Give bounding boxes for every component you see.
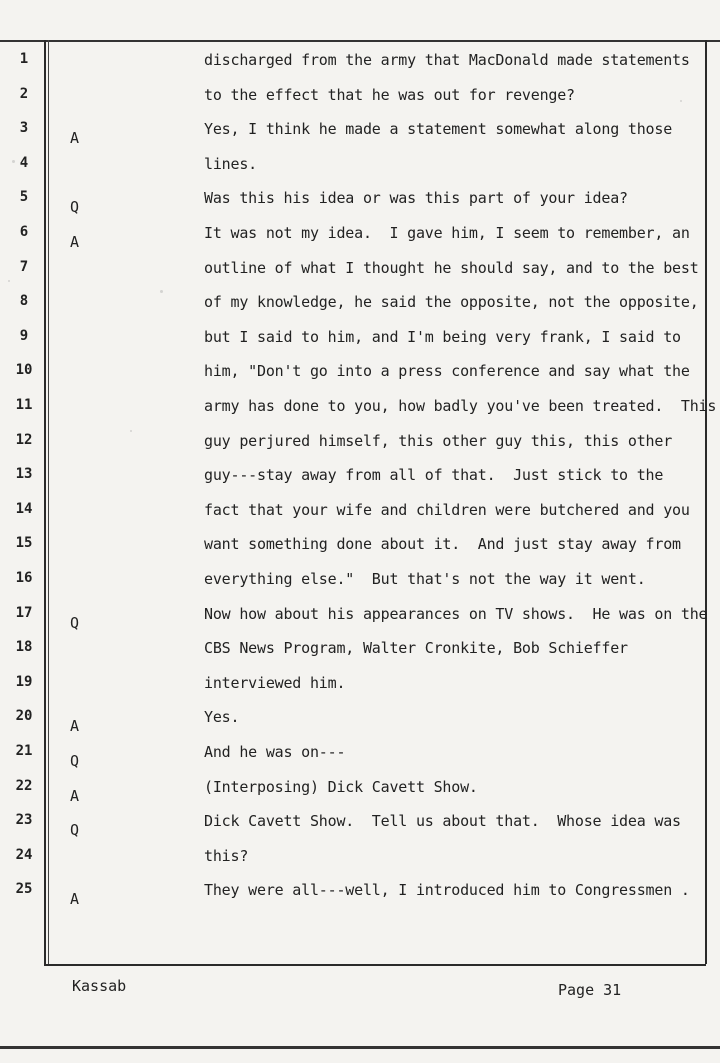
speaker-label: A	[70, 717, 80, 736]
scan-speck	[160, 290, 163, 293]
transcript-text-line: And he was on---	[204, 743, 346, 761]
speaker-label: A	[70, 890, 80, 909]
transcript-text-line: interviewed him.	[204, 673, 346, 692]
transcript-text-line: lines.	[204, 154, 257, 173]
page-number: Page 31	[558, 981, 622, 999]
speaker-label: Q	[70, 613, 80, 632]
transcript-text-line: They were all---well, I introduced him to Congressmen .	[204, 881, 690, 900]
speaker-label: A	[70, 129, 80, 148]
line-number: 11	[15, 397, 33, 413]
transcript-text-line: him, "Don't go into a press conference and say what the	[204, 362, 690, 381]
transcript-text-line: guy perjured himself, this other guy this, this other	[204, 431, 673, 450]
transcript-text-line: Dick Cavett Show. Tell us about that. Whose idea was	[204, 812, 681, 831]
scan-speck	[130, 430, 132, 432]
speaker-label: A	[70, 786, 80, 805]
line-number: 4	[19, 154, 29, 171]
line-number: 23	[15, 812, 33, 829]
speaker-label: Q	[70, 752, 80, 770]
line-number: 17	[15, 604, 33, 621]
transcript-text-line: It was not my idea. I gave him, I seem to remember, an	[204, 224, 690, 242]
scan-speck	[680, 100, 682, 102]
transcript-text-line: this?	[204, 846, 249, 865]
transcript-text-line: to the effect that he was out for revenge?	[204, 85, 575, 104]
scan-speck	[8, 280, 10, 282]
line-number: 5	[19, 189, 29, 206]
line-number: 2	[19, 85, 29, 102]
scan-speck	[12, 160, 15, 163]
line-number: 1	[19, 51, 29, 67]
line-number: 19	[15, 673, 33, 690]
transcript-text-line: discharged from the army that MacDonald made statements	[204, 51, 690, 69]
witness-name: Kassab	[72, 977, 127, 995]
line-number: 24	[15, 846, 33, 863]
line-number: 14	[15, 500, 33, 517]
right-margin-line	[705, 40, 707, 964]
line-number: 10	[15, 362, 33, 379]
speaker-label: Q	[70, 198, 80, 217]
line-number: 20	[15, 708, 33, 725]
transcript-text-line: but I said to him, and I'm being very frank, I said to	[204, 327, 681, 346]
speaker-label: A	[70, 233, 80, 251]
transcript-text-line: Was this his idea or was this part of your idea?	[204, 189, 628, 208]
transcript-text-line: Yes.	[204, 708, 240, 727]
left-margin-line	[44, 40, 46, 964]
transcript-text-line: of my knowledge, he said the opposite, not the opposite,	[204, 293, 699, 312]
line-number: 15	[15, 535, 33, 552]
transcript-text-line: outline of what I thought he should say, and to the best	[204, 258, 699, 277]
bottom-rule	[0, 1046, 720, 1049]
line-number: 21	[15, 743, 33, 759]
transcript-text-line: fact that your wife and children were butchered and you	[204, 500, 690, 519]
transcript-text-line: Now how about his appearances on TV shows. He was on the	[204, 604, 708, 623]
speaker-label: Q	[70, 821, 80, 840]
line-number: 12	[15, 431, 33, 448]
line-number: 22	[15, 777, 33, 794]
transcript-text-line: want something done about it. And just stay away from	[204, 535, 681, 554]
line-number: 25	[15, 881, 33, 898]
line-number: 7	[19, 258, 29, 275]
line-number: 9	[19, 327, 29, 344]
transcript-text-line: everything else." But that's not the way it went.	[204, 570, 646, 588]
line-number: 6	[19, 224, 29, 240]
line-number: 13	[15, 466, 33, 483]
left-margin-line-inner	[48, 40, 49, 964]
line-number: 16	[15, 570, 33, 586]
transcript-text-line: (Interposing) Dick Cavett Show.	[204, 777, 478, 796]
transcript-text-line: guy---stay away from all of that. Just stick to the	[204, 466, 664, 485]
transcript-text-line: CBS News Program, Walter Cronkite, Bob Schieffer	[204, 639, 628, 658]
line-number: 18	[15, 639, 33, 656]
transcript-text-line: army has done to you, how badly you've been treated. This	[204, 397, 717, 415]
line-number: 3	[19, 120, 29, 137]
transcript-text-line: Yes, I think he made a statement somewhat along those	[204, 120, 673, 139]
footer-rule	[44, 964, 706, 966]
top-rule	[0, 40, 720, 42]
line-number: 8	[19, 293, 29, 310]
